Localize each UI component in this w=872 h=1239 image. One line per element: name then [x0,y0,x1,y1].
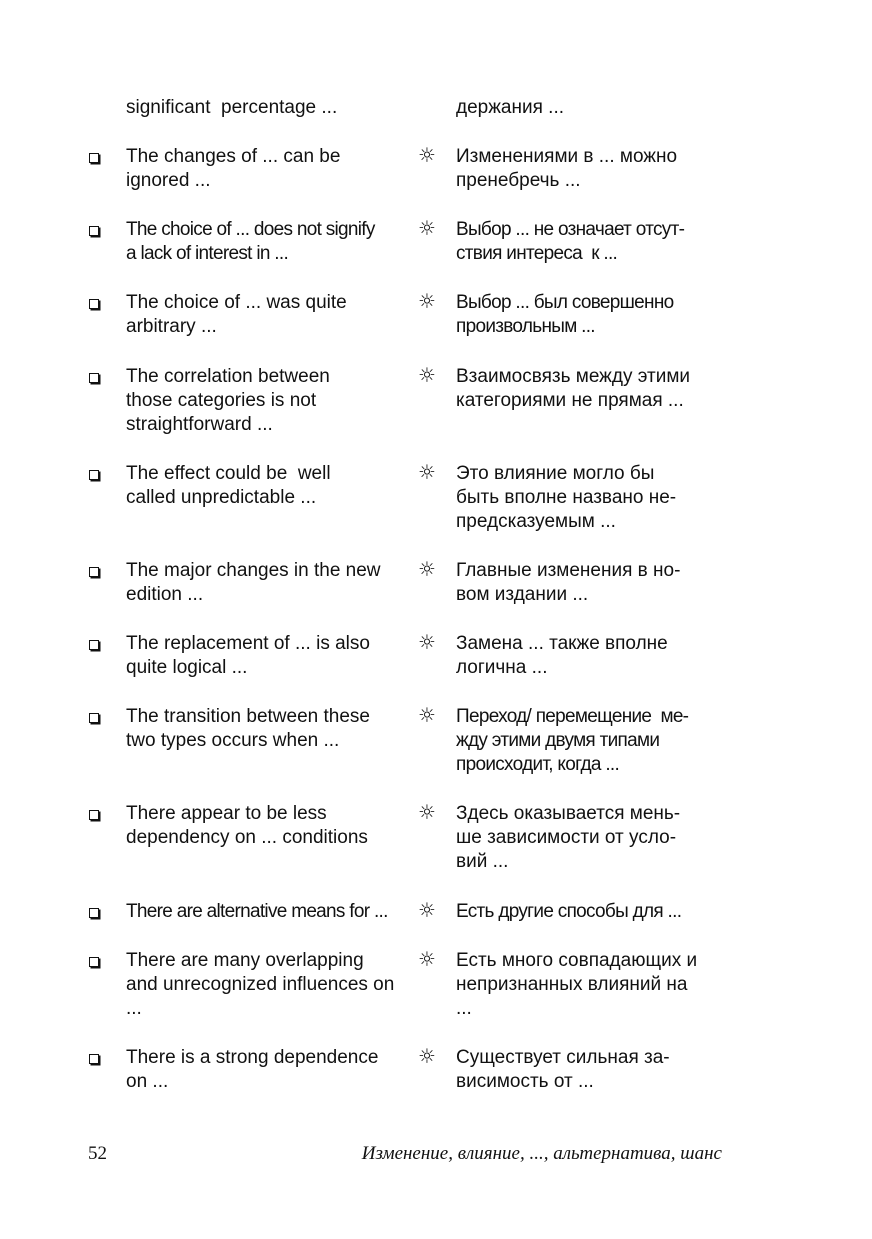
english-phrase: There are alternative means for ... [126,901,388,922]
russian-translation: Существует сильная за- висимость от ... [456,1047,670,1092]
checkbox-bullet-icon [89,810,99,820]
english-phrase: There is a strong dependence on ... [126,1047,379,1092]
sun-icon: ☼ [418,143,436,167]
russian-translation: Выбор ... не означает отсут- ствия интереса к ... [456,219,685,264]
checkbox-bullet-icon [89,713,99,723]
checkbox-bullet-icon [89,908,99,918]
english-phrase: The replacement of ... is also quite logical ... [126,633,370,678]
english-phrase: There are many overlapping and unrecognized influences on ... [126,950,395,1019]
russian-translation: Есть другие способы для ... [456,901,682,922]
checkbox-bullet-icon [89,226,99,236]
english-phrase: The transition between these two types occurs when ... [126,706,370,751]
sun-icon: ☼ [418,557,436,581]
sun-icon: ☼ [418,800,436,824]
russian-translation: Выбор ... был совершенно произвольным ... [456,292,674,337]
sun-icon: ☼ [418,1044,436,1068]
russian-translation: Замена ... также вполне логична ... [456,633,668,678]
russian-translation: Это влияние могло бы быть вполне названо не- предсказуемым ... [456,463,677,532]
checkbox-bullet-icon [89,640,99,650]
sun-icon: ☼ [418,289,436,313]
checkbox-bullet-icon [89,1054,99,1064]
sun-icon: ☼ [418,703,436,727]
sun-icon: ☼ [418,630,436,654]
english-phrase: The choice of ... was quite arbitrary ... [126,292,347,337]
russian-translation: Здесь оказывается мень- ше зависимости от усло- вий ... [456,803,681,872]
running-footer-title: Изменение, влияние, ..., альтернатива, шанс [361,1143,722,1164]
english-phrase: The effect could be well called unpredictable ... [126,463,331,508]
checkbox-bullet-icon [89,299,99,309]
english-phrase: The changes of ... can be ignored ... [126,146,341,191]
checkbox-bullet-icon [89,373,99,383]
page-number: 52 [88,1143,107,1164]
russian-translation: Переход/ перемещение ме- жду этими двумя типами происходит, когда ... [456,706,689,775]
sun-icon: ☼ [418,216,436,240]
russian-translation: держания ... [456,97,565,118]
russian-translation: Взаимосвязь между этими категориями не прямая ... [456,366,691,411]
russian-translation: Главные изменения в но- вом издании ... [456,560,681,605]
sun-icon: ☼ [418,363,436,387]
english-phrase: The correlation between those categories is not straightforward ... [126,366,330,435]
checkbox-bullet-icon [89,957,99,967]
english-phrase: significant percentage ... [126,97,338,118]
checkbox-bullet-icon [89,153,99,163]
sun-icon: ☼ [418,460,436,484]
russian-translation: Изменениями в ... можно пренебречь ... [456,146,678,191]
sun-icon: ☼ [418,947,436,971]
checkbox-bullet-icon [89,470,99,480]
english-phrase: There appear to be less dependency on ... conditions [126,803,368,848]
english-phrase: The major changes in the new edition ... [126,560,381,605]
sun-icon: ☼ [418,898,436,922]
english-phrase: The choice of ... does not signify a lack of interest in ... [126,219,375,264]
checkbox-bullet-icon [89,567,99,577]
russian-translation: Есть много совпадающих и непризнанных влияний на ... [456,950,698,1019]
